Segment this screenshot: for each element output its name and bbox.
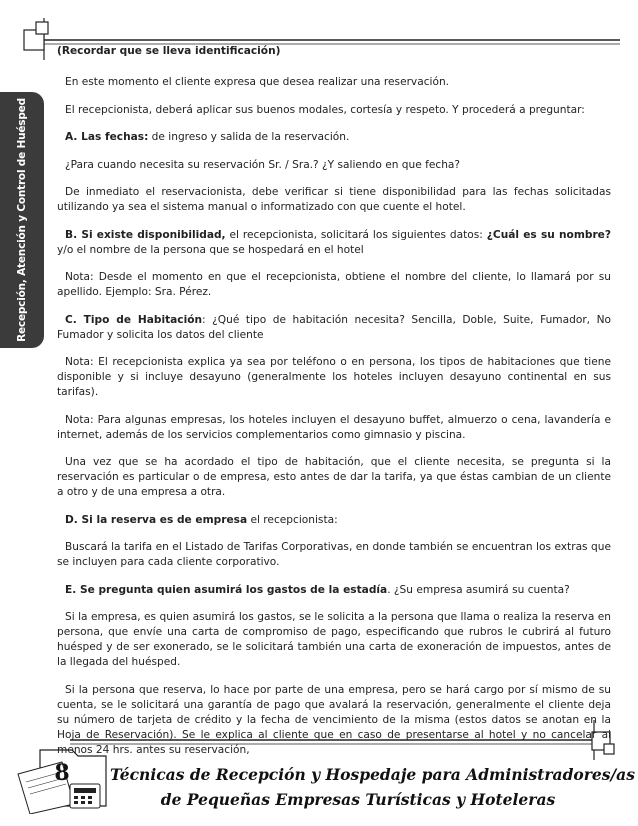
paragraph xyxy=(57,158,611,173)
paragraph xyxy=(57,455,611,500)
paragraph xyxy=(57,583,611,598)
text-run: Nota: Para algunas empresas, los hoteles incluyen el desayuno buffet, almuerzo o cena, lavandería e internet, además de los servicios complementarios como gimnasio y piscina. xyxy=(57,413,611,441)
bold-text: B. Si existe disponibilidad, xyxy=(65,228,226,241)
footer-title xyxy=(110,762,635,812)
paragraph xyxy=(57,355,611,400)
bold-text: E. Se pregunta quien asumirá los gastos de la estadía xyxy=(65,583,388,596)
footer-title-line-1: Técnicas de Recepción y Hospedaje para Administradores/as xyxy=(110,765,635,784)
text-run: : ¿Qué tipo de habitación necesita? Sencilla, Doble, Suite, Fumador, No Fumador y solicita los datos del cliente xyxy=(57,313,611,341)
bold-text: ¿Cuál es su nombre? xyxy=(486,228,612,241)
paragraph xyxy=(57,313,611,343)
text-run: Una vez que se ha acordado el tipo de habitación, que el cliente necesita, se pregunta si la reservación es particular o de empresa, esto antes de dar la tarifa, ya que éstas cambian de un cliente a otro y de una empresa a otra. xyxy=(57,456,611,498)
text-run: El recepcionista, deberá aplicar sus buenos modales, cortesía y respeto. Y procederá a preguntar: xyxy=(65,103,585,116)
paragraph xyxy=(57,270,611,300)
side-chapter-label: Recepción, Atención y Control de Huésped xyxy=(16,98,28,342)
text-run: Si la persona que reserva, lo hace por parte de una empresa, pero se hará cargo por sí mismo de su cuenta, se le solicitará una garantía de pago que avalará la reservación, generalmente el cliente deja su número de tarjeta de crédito y la fecha de vencimiento de la misma (estos datos se anotan en la Hoja de Reservación). Se le explica al cliente que en caso de presentarse al hotel y no cancelar al menos 24 hrs. antes su reservación, xyxy=(57,683,611,756)
page-body xyxy=(57,44,611,770)
text-run: Nota: El recepcionista explica ya sea por teléfono o en persona, los tipos de habitaciones que tiene disponible y si incluye desayuno (generalmente los hoteles incluyen desayuno continental en sus tarifas). xyxy=(57,356,611,398)
text-run: de ingreso y salida de la reservación. xyxy=(148,131,350,143)
paragraph xyxy=(57,683,611,758)
page-number: 8 xyxy=(54,760,70,786)
paragraph-list xyxy=(57,75,611,758)
header-note: (Recordar que se lleva identificación) xyxy=(57,45,281,57)
bold-text: A. Las fechas: xyxy=(65,131,149,143)
text-run: De inmediato el reservacionista, debe verificar si tiene disponibilidad para las fechas solicitadas utilizando ya sea el sistema manual o informatizado con que cuente el hotel. xyxy=(57,186,611,213)
text-run: ¿Para cuando necesita su reservación Sr. / Sra.? ¿Y saliendo en que fecha? xyxy=(65,158,461,171)
text-run: el recepcionista: xyxy=(247,513,338,526)
paragraph xyxy=(57,513,611,528)
footer-title-line-2: de Pequeñas Empresas Turísticas y Hoteleras xyxy=(160,790,556,809)
paragraph xyxy=(57,130,611,145)
paragraph xyxy=(57,540,611,570)
text-run: el recepcionista, solicitará los siguientes datos: xyxy=(225,228,487,241)
paragraph xyxy=(57,185,611,215)
paragraph xyxy=(57,103,611,118)
text-run: Buscará la tarifa en el Listado de Tarifas Corporativas, en donde también se encuentran los extras que se incluyen para cada cliente corporativo. xyxy=(57,541,611,568)
bold-text: C. Tipo de Habitación xyxy=(65,313,203,326)
text-run: y/o el nombre de la persona que se hospedará en el hotel xyxy=(57,243,364,256)
text-run: Si la empresa, es quien asumirá los gastos, se le solicita a la persona que llama o realiza la reserva en persona, que envíe una carta de compromiso de pago, especificando que rubros le cubrirá al futuro huésped y de ser exonerado, se le solicitará también una carta de exoneración de impuestos, antes de la llegada del huésped. xyxy=(57,611,611,668)
text-run: . ¿Su empresa asumirá su cuenta? xyxy=(387,583,570,596)
text-run: En este momento el cliente expresa que desea realizar una reservación. xyxy=(65,76,450,88)
paragraph xyxy=(57,75,611,90)
paragraph xyxy=(57,610,611,670)
bold-text: D. Si la reserva es de empresa xyxy=(65,513,248,526)
text-run: Nota: Desde el momento en que el recepcionista, obtiene el nombre del cliente, lo llamará por su apellido. Ejemplo: Sra. Pérez. xyxy=(57,271,611,298)
paragraph xyxy=(57,413,611,443)
paragraph xyxy=(57,228,611,258)
